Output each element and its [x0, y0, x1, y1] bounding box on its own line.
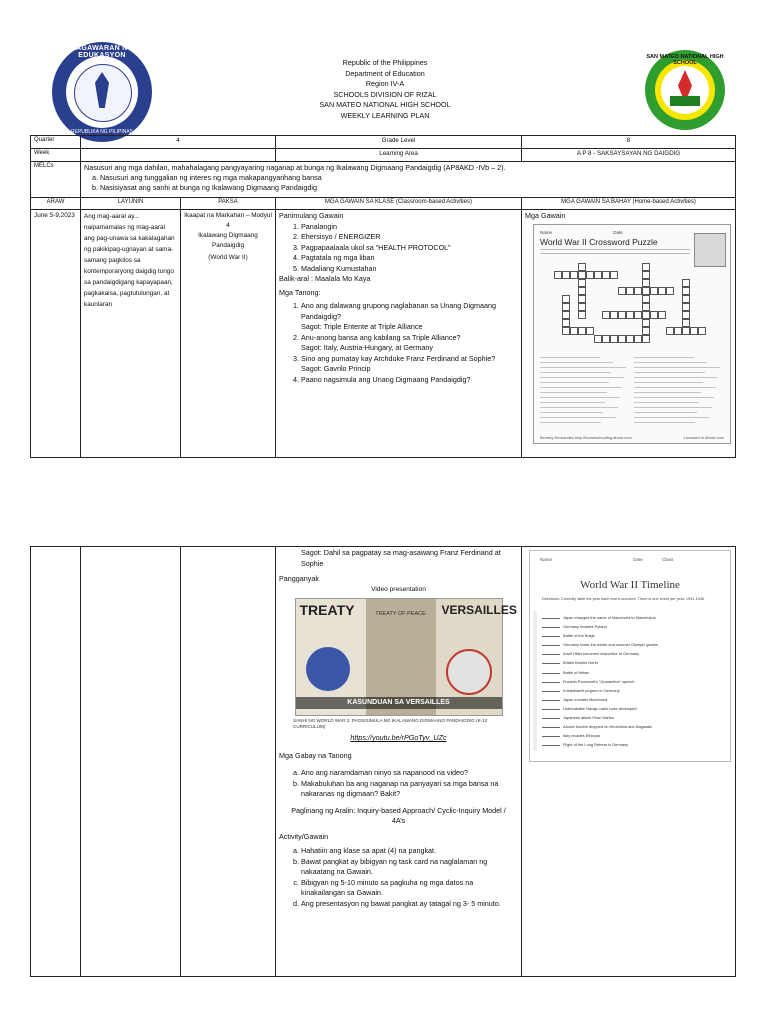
timeline-event-text: Atomic bombs dropped on Hiroshima and Nagasaki [563, 724, 652, 730]
timeline-blank[interactable] [542, 627, 560, 628]
timeline-event-text: Adolf Hitler becomes chancellor of Germany [563, 651, 640, 657]
timeline-event [542, 731, 722, 740]
activity-item: b. Bawat pangkat ay bibigyan ng task card na naglalaman ng nakaatang na Gawain. [301, 857, 518, 878]
puzzle-name-label: Name [540, 229, 553, 235]
grade-value: 8 [522, 136, 736, 149]
header-line-6: WEEKLY LEARNING PLAN [340, 110, 430, 120]
thumb-banner: KASUNDUAN SA VERSAILLES [296, 697, 502, 709]
question-text: Sino ang pumatay kay Archduke Franz Ferdinand at Sophie? [301, 353, 496, 363]
timeline-blank[interactable] [542, 645, 560, 646]
timeline-event-text: Japan invades Manchuria [563, 696, 608, 702]
timeline-event [542, 677, 722, 686]
learning-plan-table [30, 135, 736, 458]
timeline-event [542, 658, 722, 667]
answer-text: Sagot: Triple Entente at Triple Alliance [301, 322, 423, 331]
timeline-event [542, 640, 722, 649]
timeline-event [542, 704, 722, 713]
activity-item: c. Bibigyan ng 5-10 minuto sa pagkuha ng mga datos na kinakailangan sa Gawain. [301, 878, 518, 899]
timeline-event-text: Italy invades Ethiopia [563, 733, 600, 739]
question-text: Anu-anong bansa ang kabilang sa Triple Alliance? [301, 332, 461, 342]
paksa-topic: Ikalawang Digmaang Pandaigdig [198, 232, 258, 249]
countryball-right [446, 649, 492, 695]
answer-text: Sagot: Gavrilo Princip [301, 364, 371, 373]
layunin-cell: Ang mag-aaral ay... naipamamalas ng mag-aaral ang pag-unawa sa kakalagahan ng pakikipag-ugnayan at sama-samang pagkilos sa kontemporaryong daigdig tungo sa pandaigdigang kapayapaan, pagkakaisa, pagtutulungan, at kaunlaran [81, 210, 181, 458]
header-line-2: Department of Education [345, 68, 425, 78]
step-item: 3. Pagpapaalaala ukol sa “HEALTH PROTOCOL” [301, 243, 518, 254]
activity-item: a. Hahatiin ang klase sa apat (4) na pangkat. [301, 846, 518, 857]
activity-label: Activity/Gawain [279, 831, 329, 841]
puzzle-title: World War II Crossword Puzzle [540, 236, 658, 247]
panimulang-gawain: Panimulang Gawain [279, 211, 344, 220]
thumb-document-title: TREATY OF PEACE [375, 611, 426, 617]
timeline-blank[interactable] [542, 636, 560, 637]
timeline-event [542, 740, 722, 749]
learning-plan-table-continued [30, 546, 736, 977]
puzzle-footer-left: Beverly Hernandez http://homeschooling.about.com [540, 434, 632, 440]
puzzle-date-label: Date [613, 229, 623, 235]
date-cell-empty [31, 547, 81, 977]
layunin-cell-empty [81, 547, 181, 977]
crossword-worksheet-image [533, 224, 731, 444]
timeline-title: World War II Timeline [580, 579, 680, 591]
activity-item: d. Ang presentasyon ng bawat pangkat ay tatagal ng 3- 5 minuto. [301, 899, 518, 910]
gabay-list [279, 768, 518, 800]
timeline-event [542, 613, 722, 622]
bahay-title: Mga Gawain [525, 211, 566, 220]
uncle-sam-poster-image [694, 233, 726, 267]
timeline-blank[interactable] [542, 745, 560, 746]
timeline-side-strip [533, 611, 537, 751]
video-label: Video presentation [371, 585, 426, 593]
col-layunin: LAYUNIN [81, 198, 181, 210]
timeline-blank[interactable] [542, 727, 560, 728]
timeline-blank[interactable] [542, 709, 560, 710]
timeline-event [542, 686, 722, 695]
melc-text: Nasusuri ang mga dahilan, mahahalagang pangyayaring naganap at bunga ng Ikalawang Digmaang Pandaigdig (AP8AKD -IVb – 2). [84, 163, 506, 172]
puzzle-footer-right: Licensed to About.com [683, 434, 725, 440]
question-item [301, 354, 518, 375]
timeline-event-text: Unbreakable Navajo radio code developed [563, 705, 637, 711]
timeline-event-text: Kristallnacht pogrom in Germany [563, 687, 620, 693]
timeline-event [542, 713, 722, 722]
grade-label: Grade Level [276, 136, 522, 149]
timeline-name-label: Name [540, 557, 553, 562]
paksa-subtopic: (World War II) [208, 254, 248, 261]
pangganyak-label: Pangganyak [279, 574, 319, 583]
melc-label: MELCs [31, 162, 81, 198]
paksa-quarter: Ikaapat na Markahan – Modyul 4 [184, 212, 272, 229]
bahay-cell-continued [522, 547, 736, 977]
area-value: A P 8 - SAKSAYSAYAN NG DAIGDIG [522, 149, 736, 162]
timeline-blank[interactable] [542, 673, 560, 674]
answer-text: Sagot: Dahil sa pagpatay sa mag-asawang Franz Ferdinand at Sophie [301, 548, 501, 568]
timeline-blank[interactable] [542, 691, 560, 692]
step-item: 1. Panalangin [301, 222, 518, 233]
timeline-event [542, 622, 722, 631]
video-link[interactable]: https://youtu.be/rPGoTyv_UZc [350, 733, 447, 742]
video-caption: SANHI NG WORLD WAR 2: PAGSISIMULA NG IKALAWANG DIGMAANG PANDAIGDIG (K-12 CURRICULUM) [293, 718, 488, 729]
paksa-cell [181, 210, 276, 458]
quarter-value: 4 [81, 136, 276, 149]
activity-list [279, 846, 518, 909]
timeline-event-text: Germany hosts the winter and summer Olympic games [563, 642, 658, 648]
col-klase: MGA GAWAIN SA KLASE (Classroom-based Activities) [276, 198, 522, 210]
col-bahay: MGA GAWAIN SA BAHAY (Home-based Activities) [522, 198, 736, 210]
seal-text-bottom: REPUBLIKA NG PILIPINAS [71, 129, 133, 135]
timeline-event [542, 668, 722, 677]
timeline-event-text: Japanese attack Pearl Harbor [563, 715, 615, 721]
timeline-event-text: Battle of Britain [563, 669, 590, 675]
date-cell: June 5-9,2023 [31, 210, 81, 458]
step-item: 5. Madaliang Kumustahan [301, 264, 518, 275]
gabay-item: b. Makabuluhan ba ang naganap na panyayari sa mga bansa na nakaranas ng digmaan? Bakit? [301, 779, 518, 800]
header-line-5: SAN MATEO NATIONAL HIGH SCHOOL [319, 100, 451, 109]
school-seal-logo [645, 50, 725, 130]
timeline-blank[interactable] [542, 618, 560, 619]
timeline-blank[interactable] [542, 654, 560, 655]
bahay-cell [522, 210, 736, 458]
questions-list [279, 301, 518, 385]
header-line-3: Region IV-A [365, 79, 405, 88]
timeline-date-label: Date [633, 557, 643, 562]
col-paksa: PAKSA [181, 198, 276, 210]
steps-list [279, 222, 518, 275]
school-seal-text: SAN MATEO NATIONAL HIGH SCHOOL [646, 54, 724, 66]
timeline-event-text: Flight of the Long Retreat in Germany [563, 742, 629, 748]
step-item: 2. Ehersisyo / ENERGIZER [301, 232, 518, 243]
klase-cell-continued [276, 547, 522, 977]
klase-cell [276, 210, 522, 458]
gabay-label: Mga Gabay na Tanong [279, 750, 352, 760]
area-label: Learning Area [276, 149, 522, 162]
timeline-event [542, 649, 722, 658]
paglinang-label: Paglinang ng Aralin: Inquiry-based Approach/ Cyclic-Inquiry Model / 4A’s [291, 805, 506, 825]
balik-aral: Balik-aral : Maalala Mo Kaya [279, 274, 371, 283]
header-line-4: SCHOOLS DIVISION OF RIZAL [333, 89, 437, 99]
timeline-event [542, 722, 722, 731]
col-araw: ARAW [31, 198, 81, 210]
timeline-blank[interactable] [542, 718, 560, 719]
timeline-event-text: Franklin Roosevelt’s “Quarantine” speech [563, 678, 635, 684]
timeline-event [542, 631, 722, 640]
timeline-blank[interactable] [542, 663, 560, 664]
timeline-event-text: Battle of the Bulge [563, 633, 595, 639]
mga-tanong: Mga Tanong: [279, 287, 321, 297]
question-text: Ano ang dalawang grupong naglabanan sa Unang Digmaang Pandaigdig? [301, 301, 497, 321]
timeline-blank[interactable] [542, 682, 560, 683]
timeline-event [542, 695, 722, 704]
timeline-event-text: Japan changes the name of Manchuria to Manchukuo [563, 615, 656, 620]
melc-a: a. Nasusuri ang tunggalian ng interes ng mga makapangyarihang bansa [92, 173, 322, 182]
gabay-item: a. Ano ang naramdaman ninyo sa napanood na video? [301, 768, 518, 779]
timeline-blank[interactable] [542, 700, 560, 701]
question-item [301, 333, 518, 354]
quarter-label: Quarter [31, 136, 81, 149]
melc-b: b. Nasisiyasat ang sanhi at bunga ng Ikalawang Digmaang Pandaigdig [92, 183, 317, 192]
timeline-event-text: Britain Bombs North [563, 660, 598, 666]
crossword-grid [554, 263, 714, 353]
step-item: 4. Pagtatala ng mga liban [301, 253, 518, 264]
timeline-events [542, 613, 722, 749]
answer-text: Sagot: Italy, Austria-Hungary, at Germany [301, 343, 433, 352]
header-line-1: Republic of the Philippines [342, 58, 428, 67]
countryball-usa [306, 647, 350, 691]
question-item [301, 375, 518, 386]
melc-content [81, 162, 736, 198]
deped-seal-logo [52, 42, 152, 142]
question-text: Paano nagsimula ang Unang Digmaang Pandaigdig? [301, 374, 471, 384]
thumb-word-right: VERSAILLES [441, 603, 517, 617]
question-item [301, 301, 518, 333]
week-label: Week [31, 149, 81, 162]
timeline-directions: Directions: Correctly label the year each event occurred. There is one event per year, 1931-1945. [542, 597, 706, 601]
crossword-clues [540, 357, 724, 429]
thumb-word-left: TREATY [299, 602, 355, 618]
timeline-event-text: Germany invades Poland [563, 624, 607, 630]
seal-text-top: KAGAWARAN NG EDUKASYON [70, 45, 134, 59]
document-header [210, 58, 560, 121]
timeline-worksheet-image [529, 550, 731, 762]
week-value [81, 149, 276, 162]
paksa-cell-empty [181, 547, 276, 977]
timeline-class-label: Class [662, 557, 674, 562]
video-thumbnail[interactable] [295, 598, 517, 716]
timeline-blank[interactable] [542, 736, 560, 737]
